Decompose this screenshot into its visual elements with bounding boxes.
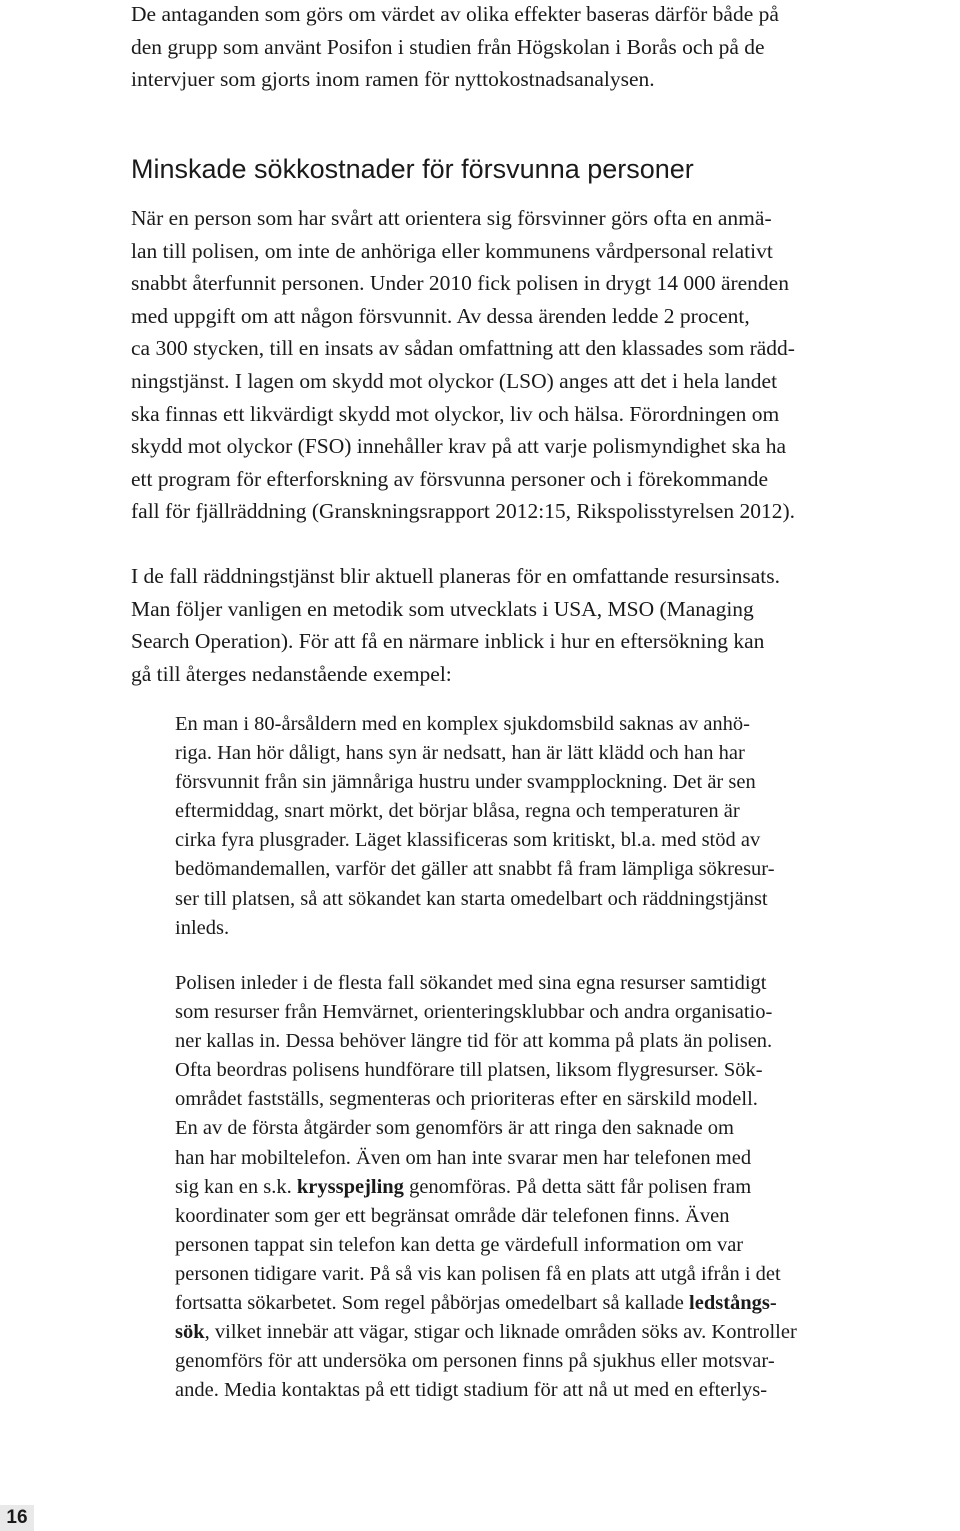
example-paragraph-2 (175, 969, 955, 1405)
bold-term-krysspejling: krysspejling (296, 1175, 404, 1198)
text-run: genomföras. På detta sätt får polisen fram (403, 1175, 752, 1198)
text-line: personen tappat sin telefon kan detta ge värdefull information om var (175, 1233, 744, 1256)
text-line: med uppgift om att någon försvunnit. Av dessa ärenden ledde 2 procent, (131, 303, 750, 328)
text-line: Ofta beordras polisens hundförare till platsen, liksom flygresurser. Sök- (175, 1059, 763, 1082)
example-paragraph-1 (175, 710, 955, 943)
text-line: intervjuer som gjorts inom ramen för nyttokostnadsanalysen. (131, 67, 655, 92)
text-line: I de fall räddningstjänst blir aktuell planeras för en omfattande resursinsats. (131, 564, 780, 588)
text-line: försvunnit från sin jämnåriga hustru under svampplockning. Det är sen (175, 771, 756, 794)
text-line: lan till polisen, om inte de anhöriga eller kommunens vårdpersonal relativt (131, 238, 773, 263)
text-line: skydd mot olyckor (FSO) innehåller krav på att varje polismyndighet ska ha (131, 434, 787, 459)
text-line: som resurser från Hemvärnet, orienteringsklubbar och andra organisatio- (175, 1001, 773, 1024)
text-line: ett program för efterforskning av försvunna personer och i förekommande (131, 466, 769, 491)
text-line: cirka fyra plusgrader. Läget klassificeras som kritiskt, bl.a. med stöd av (175, 829, 761, 852)
text-line: Polisen inleder i de flesta fall sökandet med sina egna resurser samtidigt (175, 972, 767, 994)
text-line: han har mobiltelefon. Även om han inte svarar men har telefonen med (175, 1146, 752, 1169)
text-line: ska finnas ett likvärdigt skydd mot olyckor, liv och hälsa. Förordningen om (131, 401, 780, 426)
text-line: den grupp som använt Posifon i studien från Högskolan i Borås och på de (131, 34, 765, 59)
text-line: ningstjänst. I lagen om skydd mot olyckor (LSO) anges att det i hela landet (131, 368, 778, 393)
text-run: sig kan en s.k. (175, 1175, 297, 1198)
text-line: eftermiddag, snart mörkt, det börjar blåsa, regna och temperaturen är (175, 800, 740, 823)
text-line: bedömandemallen, varför det gäller att snabbt få fram lämpliga sökresur- (175, 858, 775, 881)
text-line: riga. Han hör dåligt, hans syn är nedsatt, han är lätt klädd och han har (175, 742, 745, 765)
text-line: ca 300 stycken, till en insats av sådan omfattning att den klassades som rädd- (131, 336, 795, 361)
text-line: koordinater som ger ett begränsat område där telefonen finns. Även (175, 1204, 730, 1227)
text-line: En man i 80-årsåldern med en komplex sjukdomsbild saknas av anhö- (175, 713, 751, 735)
text-line (175, 1173, 955, 1202)
text-line (175, 1289, 955, 1318)
bold-term-ledstangssok: ledstångs- (689, 1292, 777, 1315)
section-paragraph-1 (131, 202, 960, 528)
text-line: genomförs för att undersöka om personen finns på sjukhus eller motsvar- (175, 1350, 775, 1373)
section-heading: Minskade sökkostnader för försvunna personer (131, 154, 694, 184)
intro-paragraph (131, 0, 960, 96)
text-line: området fastställs, segmenteras och prioriteras efter en särskild modell. (175, 1088, 758, 1111)
text-line: inleds. (175, 916, 230, 939)
text-line: Search Operation). För att få en närmare inblick i hur en eftersökning kan (131, 629, 765, 654)
text-line: Man följer vanligen en metodik som utvecklats i USA, MSO (Managing (131, 596, 754, 621)
text-line: gå till återges nedanstående exempel: (131, 661, 452, 686)
page-number: 16 (0, 1505, 34, 1531)
text-line: De antaganden som görs om värdet av olika effekter baseras därför både på (131, 2, 779, 26)
text-line: personen tidigare varit. På så vis kan polisen få en plats att utgå ifrån i det (175, 1262, 781, 1285)
text-line: snabbt återfunnit personen. Under 2010 fick polisen in drygt 14 000 ärenden (131, 271, 789, 296)
text-line: När en person som har svårt att orientera sig försvinner görs ofta en anmä- (131, 206, 772, 230)
text-line (175, 1318, 955, 1347)
text-line: ner kallas in. Dessa behöver längre tid för att komma på plats än polisen. (175, 1030, 773, 1053)
text-line: En av de första åtgärder som genomförs är att ringa den saknade om (175, 1117, 734, 1140)
text-line: ande. Media kontaktas på ett tidigt stadium för att nå ut med en efterlys- (175, 1379, 768, 1402)
text-run: fortsatta sökarbetet. Som regel påbörjas omedelbart så kallade (175, 1292, 690, 1315)
text-line: ser till platsen, så att sökandet kan starta omedelbart och räddningstjänst (175, 887, 768, 910)
section-paragraph-2 (131, 560, 960, 690)
text-run: , vilket innebär att vägar, stigar och liknade områden söks av. Kontroller (204, 1321, 797, 1344)
bold-term-ledstangssok-end: sök (175, 1321, 205, 1344)
text-line: fall för fjällräddning (Granskningsrapport 2012:15, Rikspolisstyrelsen 2012). (131, 499, 796, 524)
